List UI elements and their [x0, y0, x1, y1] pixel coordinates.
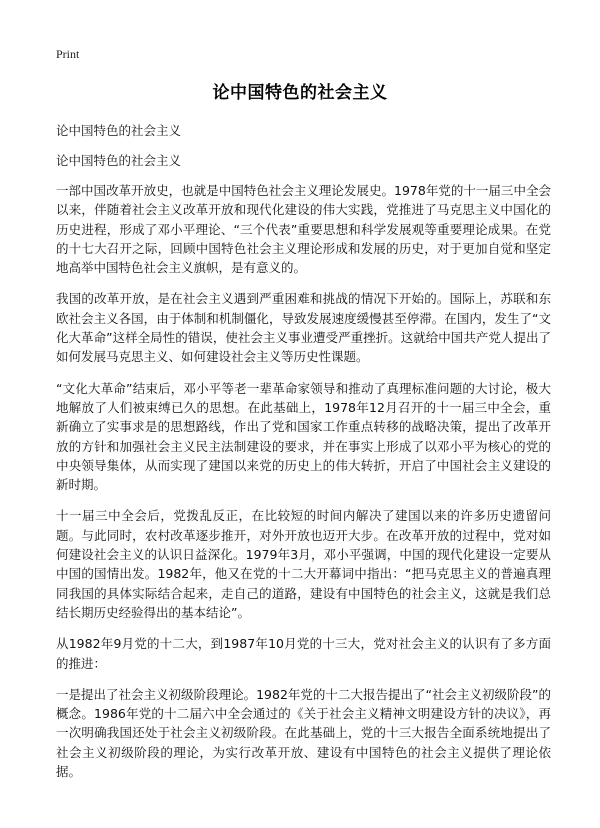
paragraph-background: 我国的改革开放，是在社会主义遇到严重困难和挑战的情况下开始的。国际上，苏联和东欧社会主义各国，由于体制和机制僵化，导致发展速度缓慢甚至停滞。在国内，发生了“文化大革命”这样全局性的错误，使社会主义事业遭受严重挫折。这就给中国共产党人提出了如何发展马克思主义、如何建设社会主义等历史性课题。: [56, 291, 551, 365]
document-subtitle-repeat: 论中国特色的社会主义: [56, 153, 182, 168]
paragraph-intro: 一部中国改革开放史，也就是中国特色社会主义理论发展史。1978年党的十一届三中全会以来，伴随着社会主义改革开放和现代化建设的伟大实践，党推进了马克思主义中国化的历史进程，形成了邓小平理论、“三个代表”重要思想和科学发展观等重要理论成果。在党的十七大召开之际，回顾中国特色社会主义理论形成和发展的历史，对于更加自觉和坚定地高举中国特色社会主义旗帜，是有意义的。: [56, 183, 551, 276]
document-subtitle: 论中国特色的社会主义: [56, 123, 182, 138]
document-title: 论中国特色的社会主义: [212, 83, 388, 103]
paragraph-twelfth-congress: 从1982年9月党的十二大，到1987年10月党的十三大，党对社会主义的认识有了多方面的推进：: [56, 636, 551, 671]
paragraph-turning-point: “文化大革命”结束后，邓小平等老一辈革命家领导和推动了真理标准问题的大讨论，极大地解放了人们被束缚已久的思想。在此基础上，1978年12月召开的十一届三中全会，重新确立了实事求是的思想路线，作出了党和国家工作重点转移的战略决策，提出了改革开放的方针和加强社会主义民主法制建设的要求，并在事实上形成了以邓小平为核心的党的中央领导集体，从而实现了建国以来党的历史上的伟大转折，开启了中国社会主义建设的新时期。: [56, 380, 551, 493]
paragraph-reform: 十一届三中全会后，党拨乱反正，在比较短的时间内解决了建国以来的许多历史遗留问题。与此同时，农村改革逐步推开，对外开放也迈开大步。在改革开放的过程中，党对如何建设社会主义的认识日益深化。1979年3月，邓小平强调，中国的现代化建设一定要从中国的国情出发。1982年，他又在党的十二大开幕词中指出：“把马克思主义的普遍真理同我国的具体实际结合起来，走自己的道路，建设有中国特色的社会主义，这就是我们总结长期历史经验得出的基本结论”。: [56, 508, 551, 620]
print-label: Print: [56, 47, 80, 61]
document-body: [56, 181, 551, 793]
paragraph-primary-stage: 一是提出了社会主义初级阶段理论。1982年党的十二大报告提出了“社会主义初级阶段”的概念。1986年党的十二届六中全会通过的《关于社会主义精神文明建设方针的决议》，再一次明确我国还处于社会主义初级阶段。在此基础上，党的十三大报告全面系统地提出了社会主义初级阶段的理论，为实行改革开放、建设有中国特色的社会主义提供了理论依据。: [56, 686, 551, 780]
